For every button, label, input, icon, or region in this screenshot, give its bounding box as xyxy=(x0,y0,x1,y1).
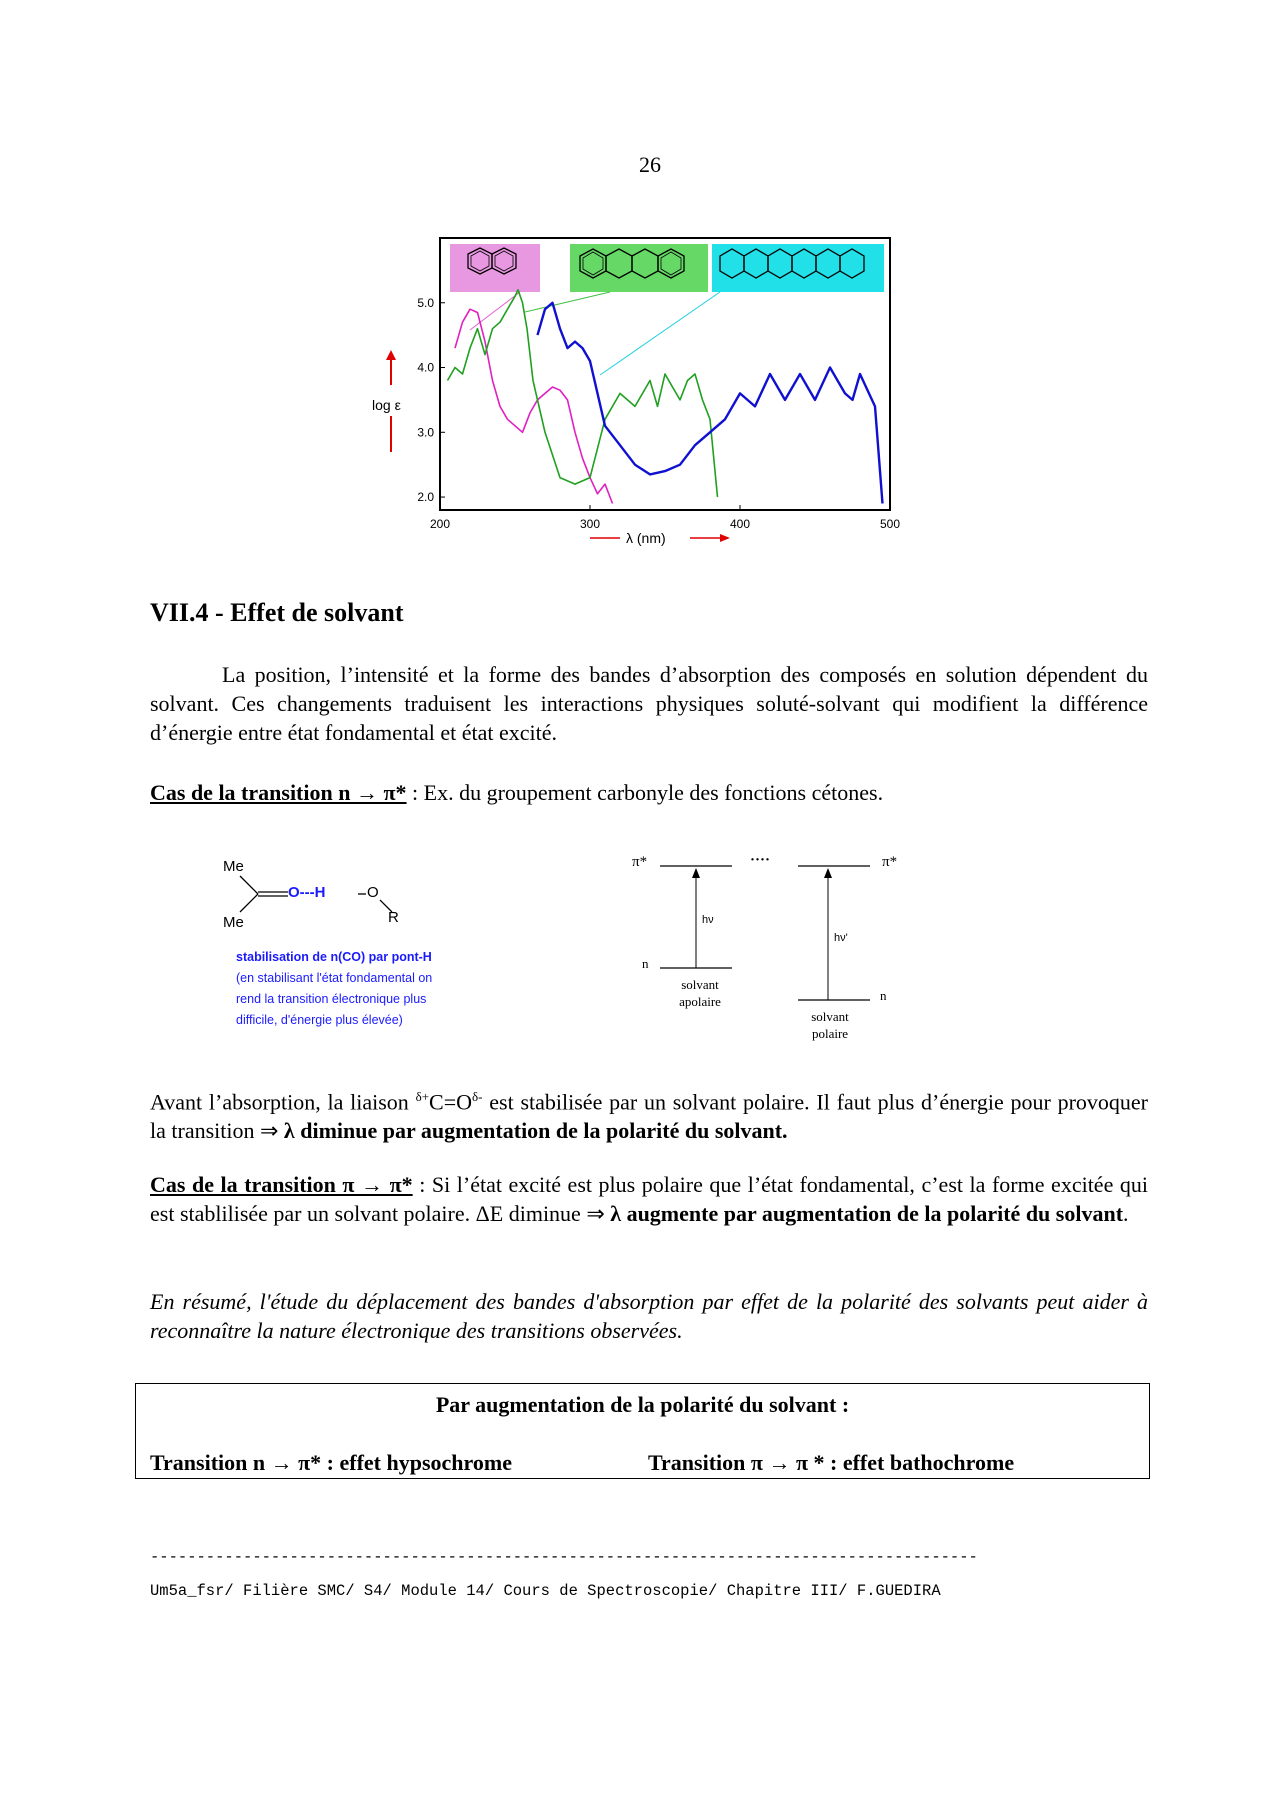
oxygen-2: O xyxy=(367,884,379,901)
case1-label: Cas de la transition n → π* xyxy=(150,780,407,805)
y-arrow-head xyxy=(386,350,396,360)
paragraph-3 xyxy=(150,1170,1148,1228)
polar-solvent-label xyxy=(790,1008,870,1042)
x-tick-label: 500 xyxy=(879,517,901,531)
y-tick-label: 2.0 xyxy=(417,490,434,505)
case2-bold: λ augmente par augmentation de la polarité du solvant xyxy=(610,1201,1124,1226)
case2-label: Cas de la transition π → π* xyxy=(150,1172,413,1197)
section-title: VII.4 - Effet de solvant xyxy=(150,598,404,627)
summary-box-right: Transition π → π * : effet bathochrome xyxy=(648,1450,1015,1475)
hv-prime-label: hν' xyxy=(834,932,848,944)
y-tick-label: 4.0 xyxy=(417,360,434,375)
tetracene-bg xyxy=(712,244,884,292)
energy-diagram xyxy=(630,852,930,1052)
n-right-label: n xyxy=(880,988,887,1003)
naphthalene-box xyxy=(450,244,540,292)
tetracene-box xyxy=(712,244,884,292)
note-line-4: difficile, d'énergie plus élevée) xyxy=(236,1013,403,1027)
note-line-2: (en stabilisant l'état fondamental on xyxy=(236,971,433,985)
pi-star-left: π* xyxy=(632,854,648,870)
energy-lines xyxy=(630,852,930,1052)
carbonyl-scheme xyxy=(220,852,480,1032)
methyl-top: Me xyxy=(223,858,244,875)
hv-label: hν xyxy=(702,914,714,926)
case1-line xyxy=(150,778,1148,807)
y-axis-label: log ε xyxy=(372,397,401,413)
summary-box-title: Par augmentation de la polarité du solvant : xyxy=(435,1392,850,1417)
note-line-3: rend la transition électronique plus xyxy=(236,992,427,1006)
carbonyl-bond: C=O xyxy=(429,1089,473,1115)
footer-rule: ----------------------------------------------------------------------------------------- xyxy=(150,1548,978,1566)
summary-italic: En résumé, l'étude du déplacement des bandes d'absorption par effet de la polarité des solvants peut aider à reconnaître la nature électronique des transitions observées. xyxy=(150,1289,1148,1343)
pi-star-right: π* xyxy=(882,854,898,870)
hydrogen-bond: O---H xyxy=(288,884,326,901)
summary-box-left: Transition n → π* : effet hypsochrome xyxy=(150,1450,513,1475)
apolar-label-1: solvant xyxy=(681,977,719,992)
polar-label-1: solvant xyxy=(811,1009,849,1024)
naphthalene-bg xyxy=(450,244,540,292)
delta-plus: δ+ xyxy=(415,1089,430,1104)
intro-paragraph: La position, l’intensité et la forme des bandes d’absorption des composés en solution dépendent du solvant. Ces changements traduisent les interactions physiques soluté-solvant qui modifient la différence d’énergie entre état fondamental et état excité. xyxy=(150,662,1148,745)
case2-text: : Si l’état excité est plus polaire que l’état fondamental, c’est la forme excitée qui est stablilisée par un solvant polaire. ΔE diminue ⇒ xyxy=(150,1172,1148,1226)
para2-bold: λ diminue par augmentation de la polarité du solvant. xyxy=(283,1118,788,1144)
y-tick-label: 3.0 xyxy=(417,425,434,440)
case2-end: . xyxy=(1123,1201,1129,1226)
delta-minus: δ- xyxy=(472,1089,483,1104)
summary-box xyxy=(135,1383,1150,1479)
r-group: R xyxy=(388,909,399,926)
n-left-label: n xyxy=(642,956,649,971)
paragraph-2 xyxy=(150,1082,1148,1145)
para2-post: est stabilisée par un solvant polaire. Il faut plus d’énergie pour provoquer la transition ⇒ xyxy=(150,1089,1148,1144)
anthracene-bg xyxy=(570,244,708,292)
dots: ···· xyxy=(750,852,771,868)
chart-svg xyxy=(360,230,910,560)
apolar-label-2: apolaire xyxy=(679,994,721,1009)
apolar-solvent-label xyxy=(660,976,740,1010)
x-tick-label: 400 xyxy=(729,517,751,531)
page-number: 26 xyxy=(639,152,661,177)
x-tick-label: 300 xyxy=(579,517,601,531)
methyl-bottom: Me xyxy=(223,914,244,931)
para2-pre: Avant l’absorption, la liaison xyxy=(150,1089,416,1115)
anthracene-box xyxy=(570,244,708,292)
footer-text: Um5a_fsr/ Filière SMC/ S4/ Module 14/ Cours de Spectroscopie/ Chapitre III/ F.GUEDIRA xyxy=(150,1582,941,1600)
x-axis-label: λ (nm) xyxy=(626,530,666,546)
y-tick-label: 5.0 xyxy=(417,295,434,310)
x-arrow-head xyxy=(720,534,730,542)
uv-spectra-chart xyxy=(360,230,910,560)
hv-prime-arrow-head xyxy=(824,868,832,878)
case1-text: : Ex. du groupement carbonyle des fonctions cétones. xyxy=(412,780,884,805)
carbonyl-structure xyxy=(220,852,480,922)
note-line-1: stabilisation de n(CO) par pont-H xyxy=(236,950,432,964)
x-tick-label: 200 xyxy=(429,517,451,531)
hv-arrow-head xyxy=(692,868,700,878)
polar-label-2: polaire xyxy=(811,1026,849,1041)
